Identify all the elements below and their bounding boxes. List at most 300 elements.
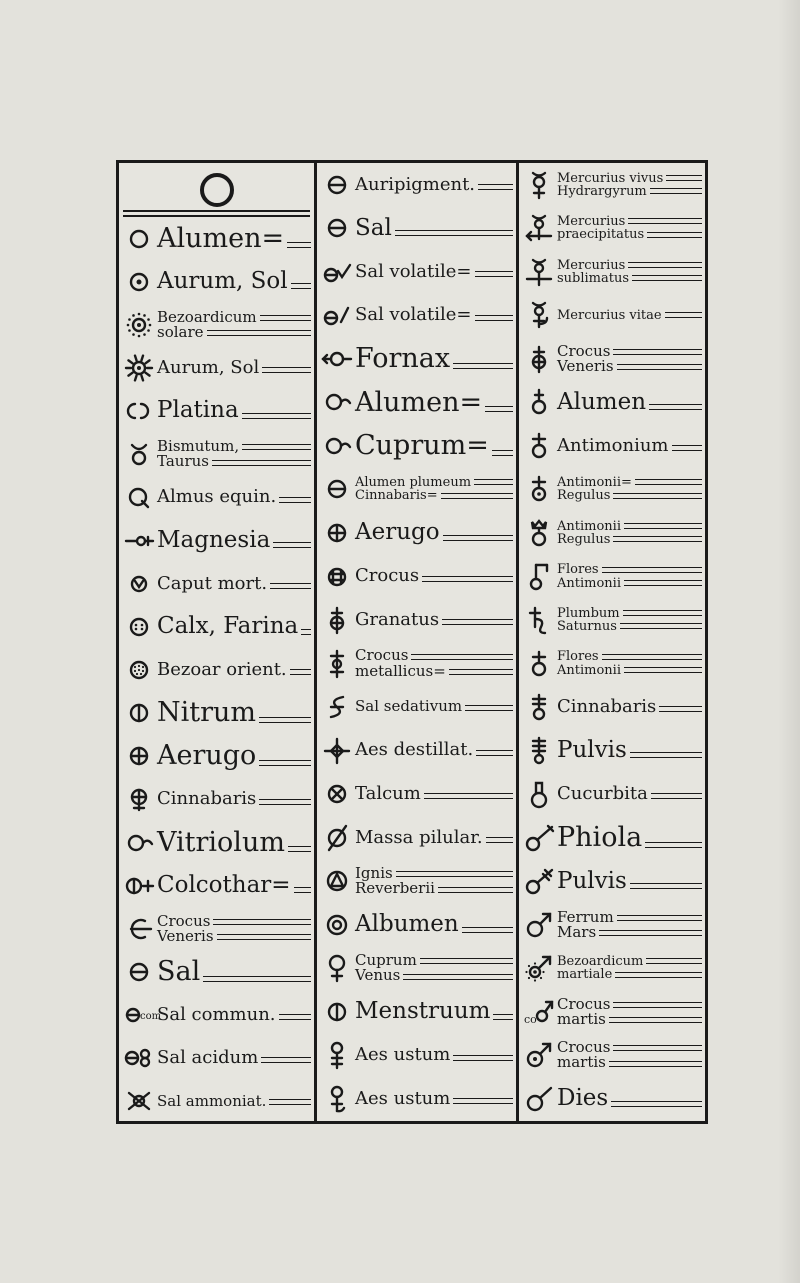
symbol-entry — [119, 1037, 314, 1080]
label-text: Taurus — [157, 452, 209, 471]
symbol-entry — [317, 990, 516, 1034]
entry-label — [355, 863, 513, 898]
label-text: Cinnabaris= — [355, 488, 438, 504]
label-line — [557, 922, 702, 941]
label-line — [355, 881, 513, 896]
label-text: Regulus — [557, 532, 611, 548]
label-line — [157, 222, 311, 254]
label-text: Hydrargyrum — [557, 183, 647, 199]
label-text: Sal volatile= — [355, 260, 472, 282]
entry-label — [355, 567, 513, 585]
mercury-arrow-icon — [521, 213, 557, 243]
double-rule — [262, 367, 311, 373]
entry-label — [355, 699, 513, 714]
entry-label — [157, 742, 311, 770]
double-rule — [613, 1045, 702, 1051]
entry-label — [557, 309, 702, 322]
double-rule — [609, 1017, 702, 1023]
double-rule — [624, 580, 702, 586]
double-rule — [288, 846, 311, 852]
label-text: Aes ustum — [355, 1044, 451, 1066]
mercury-icon — [521, 170, 557, 200]
label-text: Menstruum — [355, 998, 491, 1025]
label-line — [157, 488, 311, 506]
circle-cross-icon — [121, 741, 157, 771]
mars-rayed-icon — [521, 953, 557, 983]
label-line — [355, 386, 513, 418]
label-line — [557, 388, 702, 415]
double-rule — [485, 406, 513, 412]
double-rule — [424, 793, 513, 799]
double-rule — [602, 654, 702, 660]
label-text: Mercurius — [557, 257, 626, 273]
label-text: Bezoardicum — [157, 307, 257, 326]
label-line — [557, 489, 702, 502]
label-text: Saturnus — [557, 619, 617, 635]
circle-horizontal-bar-icon — [319, 213, 355, 243]
label-text: Caput mort. — [157, 572, 268, 594]
label-line — [355, 913, 513, 936]
symbol-entry — [317, 468, 516, 512]
symbol-entry — [119, 303, 314, 346]
label-text: martiale — [557, 967, 613, 983]
label-text: Plumbum — [557, 605, 620, 621]
double-rule — [649, 404, 702, 410]
label-line — [355, 476, 513, 489]
double-circle-icon — [319, 910, 355, 940]
double-rule — [672, 445, 703, 451]
label-text: Crocus — [157, 911, 211, 930]
label-text: Aerugo — [157, 740, 257, 772]
mars-co-icon — [521, 997, 557, 1027]
label-text: Crocus — [557, 1038, 611, 1057]
double-rule — [212, 460, 311, 466]
symbol-entry — [519, 816, 705, 860]
label-text: Veneris — [557, 356, 614, 375]
label-text: Mercurius vitae — [557, 307, 662, 323]
double-rule — [279, 1014, 311, 1020]
double-rule — [613, 1002, 702, 1008]
symbol-entry — [119, 692, 314, 735]
entry-label — [557, 736, 702, 763]
label-text: Massa pilular. — [355, 826, 483, 848]
label-line — [355, 826, 513, 848]
entry-label — [557, 650, 702, 677]
double-rule — [659, 706, 702, 712]
label-text: Flores — [557, 649, 599, 665]
venus-double-icon — [319, 1040, 355, 1070]
circle-triangle-icon — [319, 866, 355, 896]
circle-tail-icon — [319, 431, 355, 461]
double-rule — [260, 315, 311, 321]
label-line — [557, 356, 702, 375]
label-text: Antimonii — [557, 575, 621, 591]
label-text: Cucurbita — [557, 783, 648, 805]
entry-label — [557, 476, 702, 503]
double-rule — [493, 1014, 513, 1020]
slashed-circle-icon — [319, 823, 355, 853]
symbol-entry — [519, 337, 705, 381]
double-rule — [441, 493, 513, 499]
antimony-dot-icon — [521, 474, 557, 504]
label-text: Aes destillat. — [355, 739, 474, 761]
gourd-icon — [521, 779, 557, 809]
double-rule — [635, 479, 702, 485]
label-text: Platina — [157, 397, 239, 424]
label-line — [157, 1091, 311, 1110]
crescent-bar-icon — [121, 914, 157, 944]
double-rule — [217, 934, 311, 940]
label-line — [355, 741, 513, 759]
label-line — [157, 526, 311, 553]
label-text: Pulvis — [557, 867, 627, 894]
label-text: martis — [557, 1009, 606, 1028]
symbol-entry — [519, 729, 705, 773]
label-line — [157, 699, 311, 727]
label-line — [157, 356, 311, 378]
label-line — [355, 345, 513, 373]
symbol-entry — [519, 685, 705, 729]
arrowed-circle-icon — [319, 344, 355, 374]
double-rule — [617, 915, 702, 921]
entry-label — [157, 790, 311, 808]
label-line — [355, 306, 513, 324]
label-line — [355, 608, 513, 630]
double-rule — [630, 883, 702, 889]
double-rule — [628, 262, 702, 268]
double-rule — [279, 497, 311, 503]
label-line — [355, 1046, 513, 1064]
entry-label — [557, 215, 702, 242]
double-rule — [287, 242, 311, 248]
entry-label — [355, 1087, 513, 1109]
double-rule — [620, 623, 702, 629]
symbol-entry — [519, 860, 705, 904]
entry-label — [557, 563, 702, 590]
symbol-entry — [317, 772, 516, 816]
symbol-entry — [317, 903, 516, 947]
double-rule — [449, 669, 513, 675]
label-line — [157, 572, 311, 594]
label-line — [157, 1049, 311, 1067]
symbol-entry — [119, 821, 314, 864]
label-line — [557, 228, 702, 241]
symbol-entry — [119, 907, 314, 950]
symbol-entry — [317, 337, 516, 381]
circle-slash-icon — [319, 300, 355, 330]
label-text: Alumen — [557, 388, 647, 415]
label-text: Calx, Farina — [157, 613, 299, 640]
label-line — [557, 520, 702, 533]
label-text: martis — [557, 1053, 606, 1072]
double-rule — [476, 750, 513, 756]
label-text: Antimonii — [557, 662, 621, 678]
svg-text:co: co — [524, 1012, 537, 1026]
double-rule — [259, 799, 311, 805]
mars-icon — [521, 910, 557, 940]
label-line — [557, 695, 702, 717]
symbol-entry — [119, 562, 314, 605]
label-line — [355, 1087, 513, 1109]
symbol-entry — [317, 294, 516, 338]
entry-label — [157, 699, 311, 727]
label-line — [355, 661, 513, 680]
entry-label — [355, 608, 513, 630]
label-text: Antimonii= — [557, 475, 632, 491]
crossed-flask-icon — [521, 866, 557, 896]
double-rule — [617, 364, 702, 370]
q-circle-icon — [121, 482, 157, 512]
label-text: Albumen — [355, 911, 459, 938]
circle-tail-icon — [319, 387, 355, 417]
label-text: Sal sedativum — [355, 697, 463, 716]
symbol-entry — [519, 772, 705, 816]
mars-dot-icon — [521, 1040, 557, 1070]
circle-bar-plus-icon — [121, 871, 157, 901]
symbol-entry — [519, 381, 705, 425]
symbol-entry — [317, 381, 516, 425]
double-rule — [624, 667, 702, 673]
label-text: Aurum, Sol — [157, 267, 288, 294]
label-text: Aerugo — [355, 519, 440, 546]
label-line — [557, 620, 702, 633]
label-line — [157, 958, 311, 986]
double-rule — [273, 542, 311, 548]
label-text: Crocus — [557, 994, 611, 1013]
label-line — [557, 1009, 702, 1028]
entry-label — [157, 222, 311, 254]
symbol-entry — [119, 346, 314, 389]
symbol-entry — [519, 1077, 705, 1121]
label-text: Antimonium — [557, 434, 669, 456]
label-text: Cinnabaris — [557, 695, 657, 717]
label-line — [557, 185, 702, 198]
venus-hooked-icon — [319, 1084, 355, 1114]
double-rule — [259, 760, 311, 766]
double-rule — [613, 536, 702, 542]
entry-label — [355, 306, 513, 324]
column-header — [119, 163, 314, 217]
double-rule — [442, 619, 513, 625]
symbol-entry — [519, 555, 705, 599]
label-text: Alumen plumeum — [355, 475, 472, 491]
double-rule — [645, 842, 702, 848]
entry-label — [157, 356, 311, 378]
hollow-circle-icon — [121, 224, 157, 254]
header-circle-icon — [200, 173, 234, 207]
label-line — [157, 826, 311, 858]
circle-tail-icon — [121, 828, 157, 858]
label-line — [355, 699, 513, 714]
label-line — [157, 399, 311, 422]
antimony-cross-icon — [521, 431, 557, 461]
label-line — [157, 658, 311, 680]
label-text: Reverberii — [355, 879, 435, 898]
double-rule — [647, 232, 702, 238]
entry-label — [355, 345, 513, 373]
label-text: Antimonii — [557, 518, 621, 534]
symbol-entry — [519, 207, 705, 251]
mercury-cross-icon — [521, 257, 557, 287]
double-rule — [301, 629, 311, 635]
symbol-entry — [119, 735, 314, 778]
double-rule — [453, 1055, 513, 1061]
symbol-entry — [519, 1034, 705, 1078]
entry-label — [355, 1046, 513, 1064]
entry-label — [355, 521, 513, 544]
symbol-entry — [119, 433, 314, 476]
label-line — [157, 742, 311, 770]
circle-com-icon — [121, 1000, 162, 1030]
double-rule — [411, 654, 513, 660]
antimony-icon — [521, 387, 557, 417]
entry-label — [557, 955, 702, 982]
entries-list — [317, 163, 516, 1121]
cross-diamond-icon — [319, 736, 355, 766]
double-rule — [203, 976, 311, 982]
double-rule — [270, 583, 311, 589]
label-line — [557, 821, 702, 853]
crowned-antimony-icon — [521, 518, 557, 548]
symbol-entry — [119, 648, 314, 691]
double-rule — [438, 887, 513, 893]
entry-label — [557, 607, 702, 634]
label-text: metallicus= — [355, 661, 446, 680]
label-line — [557, 533, 702, 546]
double-rule — [259, 717, 311, 723]
label-text: Aes ustum — [355, 1087, 451, 1109]
double-rule — [213, 919, 311, 925]
entry-label — [557, 695, 702, 717]
label-line — [557, 259, 702, 272]
label-text: Sal ammoniat. — [157, 1091, 267, 1110]
label-text: Sal acidum — [157, 1047, 259, 1069]
entry-label — [355, 432, 513, 460]
double-crescent-icon — [121, 396, 157, 426]
label-text: Almus equin. — [157, 486, 277, 508]
entry-label — [355, 913, 513, 936]
double-rule — [269, 1099, 311, 1105]
entry-label — [157, 1091, 311, 1110]
label-line — [557, 1055, 702, 1070]
label-text: Cuprum — [355, 951, 417, 970]
symbol-entry — [317, 511, 516, 555]
entry-label — [557, 388, 702, 415]
symbol-entry — [317, 1077, 516, 1121]
label-line — [557, 1087, 702, 1110]
circle-vertical-bar-icon — [319, 997, 355, 1027]
circle-cross-arrow-icon — [121, 526, 157, 556]
entry-label — [355, 173, 513, 195]
double-rule — [290, 669, 311, 675]
label-text: Bismutum, — [157, 436, 240, 455]
entry-label — [157, 526, 311, 553]
double-rule — [623, 610, 702, 616]
label-text: praecipitatus — [557, 227, 645, 243]
double-rule — [613, 493, 702, 499]
label-line — [557, 955, 702, 968]
horned-circle-icon — [121, 439, 157, 469]
label-text: Colcothar= — [157, 871, 291, 898]
label-line — [557, 867, 702, 894]
circle-grid-icon — [319, 562, 355, 592]
entry-label — [355, 826, 513, 848]
symbol-entry — [519, 468, 705, 512]
label-line — [557, 650, 702, 663]
double-rule — [453, 1098, 513, 1104]
circle-triple-cross-icon — [521, 736, 557, 766]
double-rule — [422, 576, 513, 582]
page-edge — [778, 0, 800, 1283]
label-line — [557, 664, 702, 677]
symbol-entry — [317, 860, 516, 904]
double-rule — [465, 705, 513, 711]
label-text: Alumen= — [157, 222, 285, 254]
label-line — [355, 173, 513, 195]
label-line — [355, 1000, 513, 1023]
circle-horizontal-bar-icon — [319, 474, 355, 504]
entry-label — [157, 958, 311, 986]
label-text: Ignis — [355, 863, 393, 882]
double-rule — [478, 184, 513, 190]
label-line — [157, 1003, 311, 1025]
symbol-entry — [317, 1034, 516, 1078]
label-text: Fornax — [355, 343, 451, 375]
double-rule — [395, 230, 513, 236]
symbol-entry — [119, 390, 314, 433]
symbol-entry — [317, 163, 516, 207]
label-text: Pulvis — [557, 736, 627, 763]
entry-label — [557, 1087, 702, 1110]
label-line — [355, 521, 513, 544]
label-text: Bezoar orient. — [157, 658, 287, 680]
symbol-entry — [317, 250, 516, 294]
label-line — [557, 434, 702, 456]
label-text: Cuprum= — [355, 430, 489, 462]
double-rule — [403, 974, 513, 980]
double-rule — [492, 450, 513, 456]
double-rule — [242, 444, 311, 450]
entry-label — [557, 867, 702, 894]
symbol-entry — [317, 555, 516, 599]
label-text: Venus — [355, 966, 401, 985]
symbol-entry — [119, 476, 314, 519]
label-text: Nitrum — [157, 697, 257, 729]
label-line — [557, 577, 702, 590]
dotted-circle-icon — [121, 267, 157, 297]
entry-label — [557, 172, 702, 199]
entry-label — [557, 434, 702, 456]
circle-horizontal-bar-icon — [319, 170, 355, 200]
label-text: Sal volatile= — [355, 304, 472, 326]
label-line — [557, 563, 702, 576]
double-rule — [624, 523, 702, 529]
label-line — [355, 968, 513, 983]
symbol-entry — [519, 903, 705, 947]
symbol-entry — [519, 294, 705, 338]
entry-label — [157, 826, 311, 858]
entry-label — [157, 615, 311, 638]
entry-label — [157, 436, 311, 471]
label-text: Bezoardicum — [557, 954, 644, 970]
symbol-entry — [119, 519, 314, 562]
label-text: Crocus — [355, 646, 409, 665]
symbol-entry — [317, 207, 516, 251]
double-rule — [396, 871, 513, 877]
entry-label — [157, 911, 311, 945]
entry-label — [157, 871, 311, 898]
double-rule — [475, 271, 513, 277]
